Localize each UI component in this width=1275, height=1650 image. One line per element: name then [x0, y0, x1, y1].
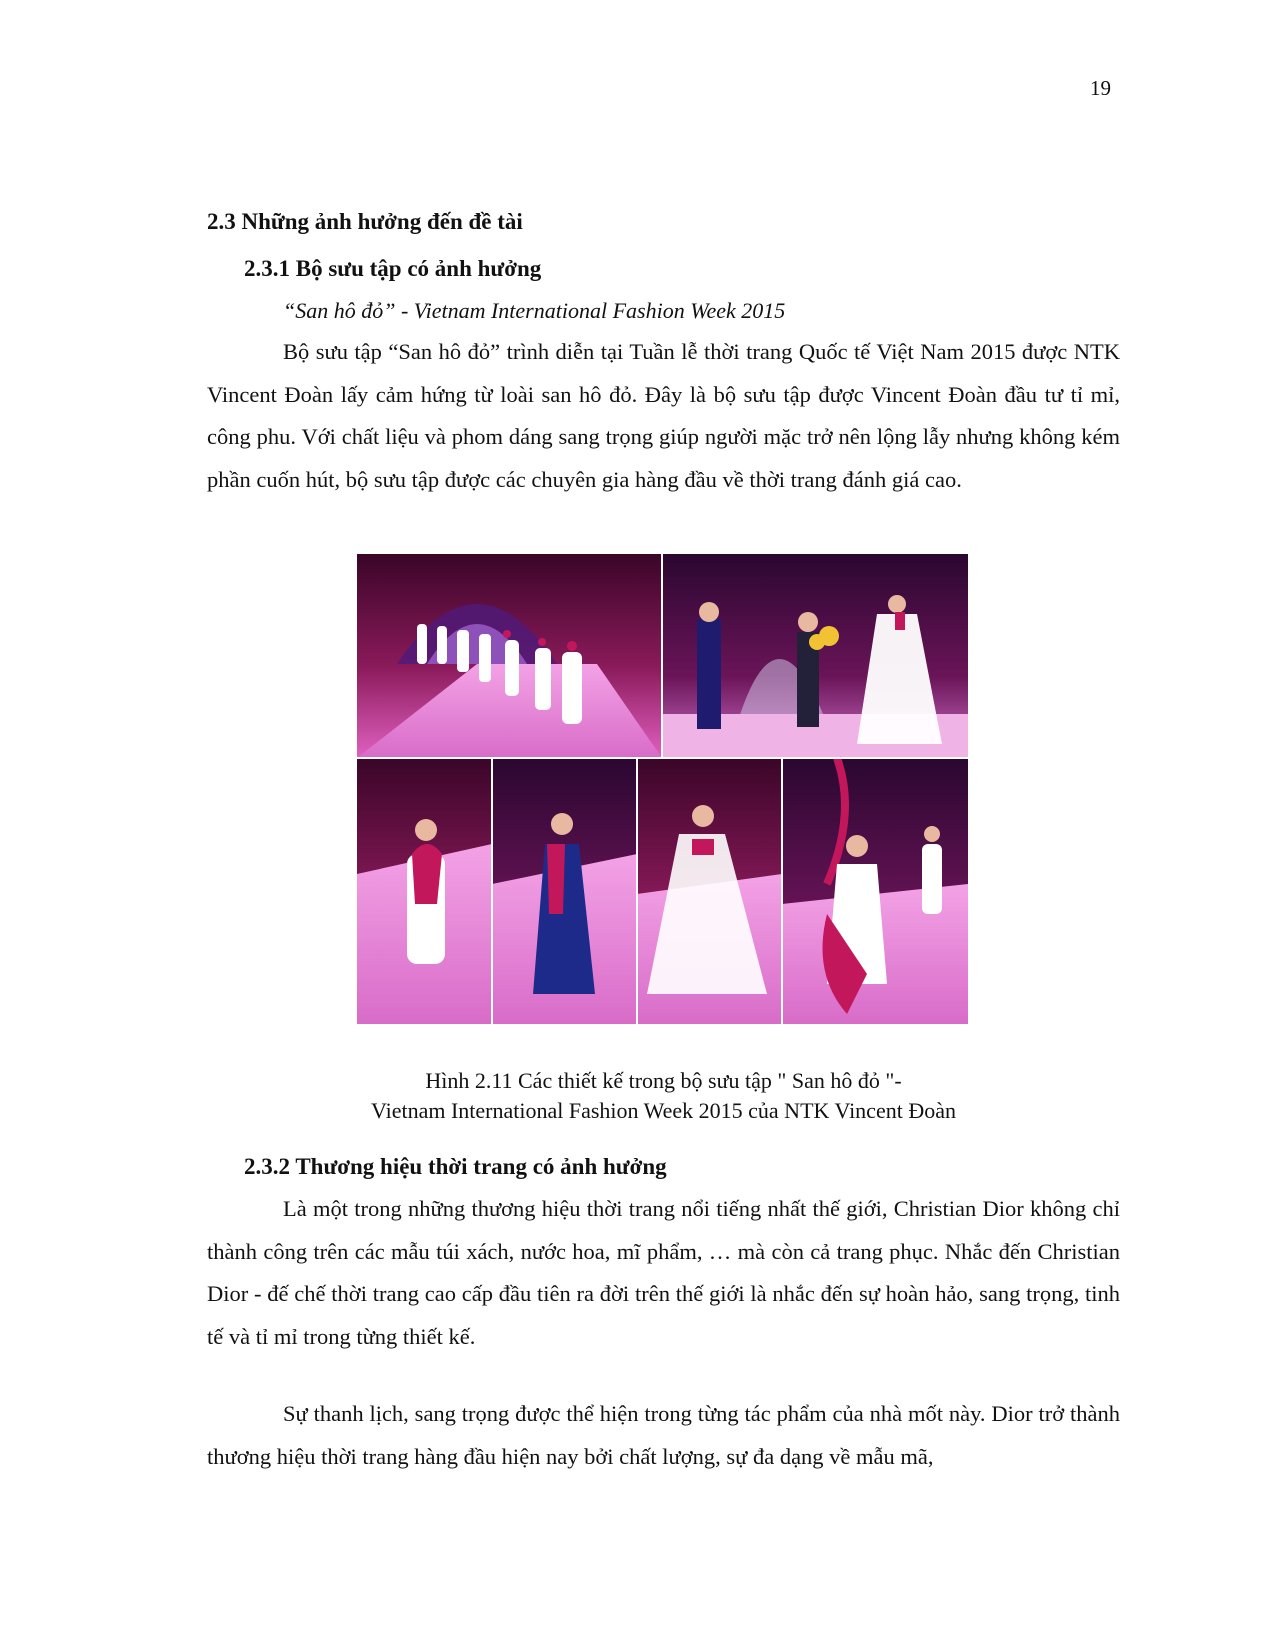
- subsection-heading-brand: 2.3.2 Thương hiệu thời trang có ảnh hưởng: [244, 1154, 667, 1179]
- brand-paragraph-1: Là một trong những thương hiệu thời trang nổi tiếng nhất thế giới, Christian Dior không chỉ thành công trên các mẫu túi xách, nước hoa, mĩ phẩm, … mà còn cả trang phục. Nhắc đến Christian Dior - đế chế thời trang cao cấp đầu tiên ra đời trên thế giới là nhắc đến sự hoàn hảo, sang trọng, tinh tế và tỉ mỉ trong từng thiết kế.: [207, 1196, 1120, 1350]
- figure-caption-line-1: Hình 2.11 Các thiết kế trong bộ sưu tập " San hô đỏ "-: [425, 1068, 902, 1093]
- figure-caption-line-2: Vietnam International Fashion Week 2015 của NTK Vincent Đoàn: [371, 1098, 956, 1123]
- figure-caption: [207, 1066, 1120, 1126]
- runway-photo-collage: [357, 554, 968, 1024]
- photo-look-3: [637, 758, 782, 1024]
- subsection-heading-collection: 2.3.1 Bộ sưu tập có ảnh hưởng: [244, 256, 542, 281]
- section-heading: 2.3 Những ảnh hưởng đến đề tài: [207, 209, 523, 234]
- page-number: 19: [1090, 76, 1111, 100]
- photo-look-2: [492, 758, 637, 1024]
- brand-paragraph-2: Sự thanh lịch, sang trọng được thể hiện trong từng tác phẩm của nhà mốt này. Dior trở thành thương hiệu thời trang hàng đầu hiện nay bởi chất lượng, sự đa dạng về mẫu mã,: [207, 1401, 1120, 1469]
- collection-paragraph: Bộ sưu tập “San hô đỏ” trình diễn tại Tuần lễ thời trang Quốc tế Việt Nam 2015 được NTK Vincent Đoàn lấy cảm hứng từ loài san hô đỏ. Đây là bộ sưu tập được Vincent Đoàn đầu tư tỉ mỉ, công phu. Với chất liệu và phom dáng sang trọng giúp người mặc trở nên lộng lẫy nhưng không kém phần cuốn hút, bộ sưu tập được các chuyên gia hàng đầu về thời trang đánh giá cao.: [207, 339, 1120, 493]
- photo-runway-lineup: [357, 554, 662, 758]
- photo-finale-bow: [662, 554, 968, 758]
- photo-look-4: [782, 758, 968, 1024]
- photo-look-1: [357, 758, 492, 1024]
- collection-title: “San hô đỏ” - Vietnam International Fashion Week 2015: [283, 298, 786, 323]
